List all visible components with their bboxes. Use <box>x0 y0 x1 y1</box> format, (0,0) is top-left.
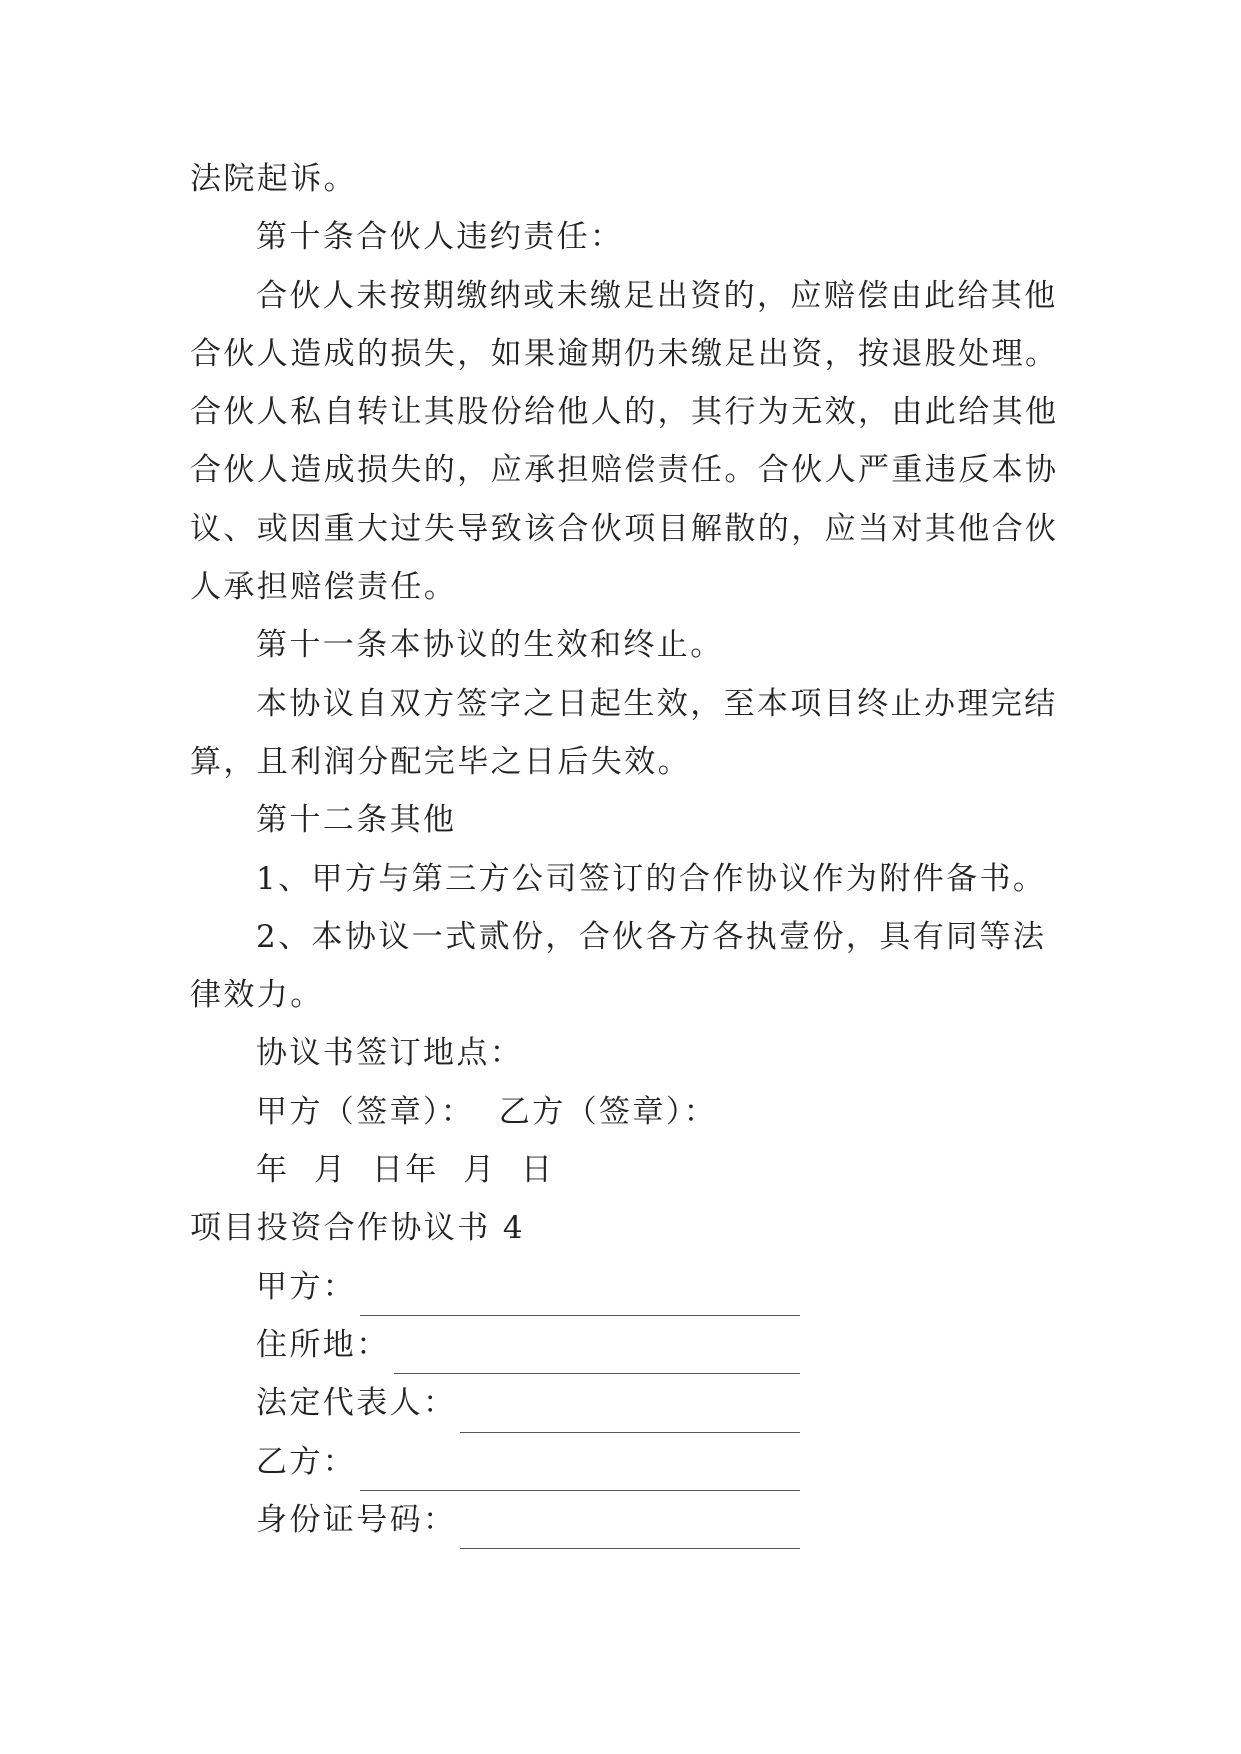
text-line: 本协议自双方签字之日起生效，至本项目终止办理完结 <box>256 685 1058 722</box>
id-number-field <box>190 1491 1070 1549</box>
text-line: 人承担赔偿责任。 <box>190 569 458 606</box>
party-b-field <box>190 1433 1070 1491</box>
document-body <box>190 150 1070 1549</box>
field-label: 乙方： <box>256 1443 357 1480</box>
blank-line[interactable] <box>460 1508 800 1549</box>
text-line: 律效力。 <box>190 977 324 1014</box>
text-line: 算，且利润分配完毕之日后失效。 <box>190 743 691 780</box>
blank-line[interactable] <box>360 1275 800 1316</box>
field-label: 住所地： <box>256 1326 390 1363</box>
legal-representative-field <box>190 1374 1070 1432</box>
blank-line[interactable] <box>460 1392 800 1433</box>
field-label: 身份证号码： <box>256 1501 457 1538</box>
signing-location-label: 协议书签订地点： <box>256 1035 524 1072</box>
article-10-heading: 第十条合伙人违约责任： <box>256 219 624 256</box>
field-label: 甲方： <box>256 1268 357 1305</box>
text-line: 议、或因重大过失导致该合伙项目解散的，应当对其他合伙 <box>190 510 1059 547</box>
blank-line[interactable] <box>394 1333 800 1374</box>
list-item: 2、本协议一式贰份，合伙各方各执壹份，具有同等法 <box>256 918 1047 955</box>
text-line: 合伙人造成的损失，如果逾期仍未缴足出资，按退股处理。 <box>190 335 1059 372</box>
article-12-heading: 第十二条其他 <box>256 802 457 839</box>
address-field <box>190 1316 1070 1374</box>
blank-line[interactable] <box>360 1450 800 1491</box>
list-item: 1、甲方与第三方公司签订的合作协议作为附件备书。 <box>256 860 1047 897</box>
text-line: 法院起诉。 <box>190 161 357 197</box>
article-11-heading: 第十一条本协议的生效和终止。 <box>256 627 724 664</box>
text-line: 合伙人私自转让其股份给他人的，其行为无效，由此给其他 <box>190 394 1059 431</box>
party-a-field <box>190 1258 1070 1316</box>
field-label: 法定代表人： <box>256 1385 457 1422</box>
text-line: 合伙人造成损失的，应承担赔偿责任。合伙人严重违反本协 <box>190 452 1059 489</box>
signature-labels: 甲方（签章）： 乙方（签章）： <box>256 1093 718 1130</box>
text-line: 合伙人未按期缴纳或未缴足出资的，应赔偿由此给其他 <box>256 277 1058 314</box>
date-labels: 年 月 日年 月 日 <box>256 1152 555 1189</box>
document-title: 项目投资合作协议书 4 <box>190 1210 525 1247</box>
